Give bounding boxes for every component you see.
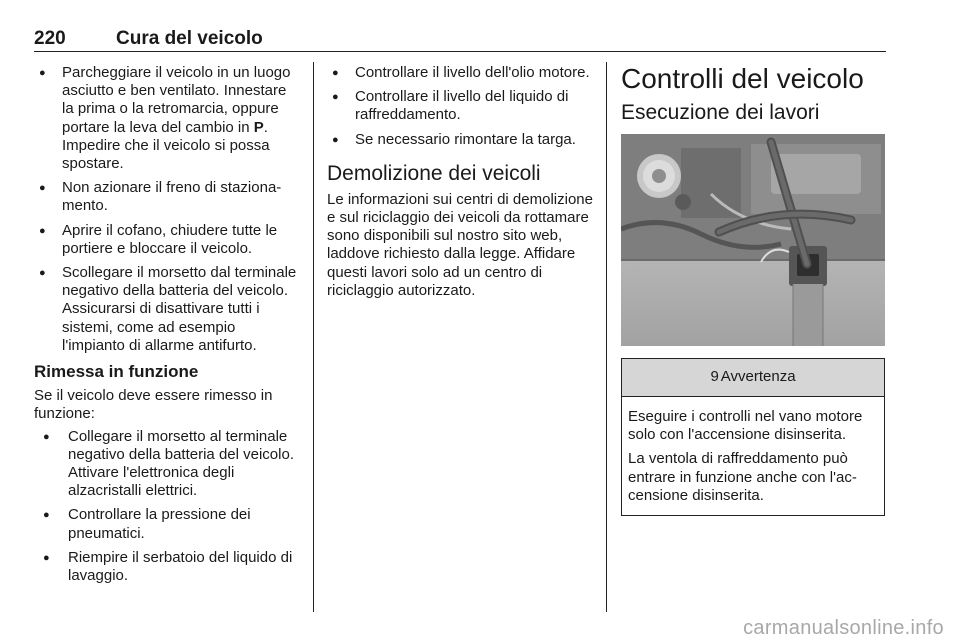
list-item: ● Collegare il morsetto al terminale negativo della batteria del veicolo. Attivare l'elettronica degli alzacristalli elettrici. [38,428,300,501]
watermark: carmanualsonline.info [743,617,944,639]
warning-box [621,358,885,516]
warning-title: Avvertenza [720,368,796,386]
chapter-title: Cura del veicolo [116,28,263,49]
warning-icon: 9 [710,368,719,386]
column-2 [327,64,593,304]
bullet-list-recommission [38,428,300,586]
list-item: ● Controllare il livello dell'olio motore. [327,64,593,82]
warning-header [622,359,884,397]
list-item: ● Parcheggiare il veicolo in un luogo asciutto e ben ventilato. Innestare la prima o la retromarcia, oppure portare la leva del cambio in P. Impedire che il veicolo si possa spostare. [34,64,300,173]
subheading-recommission: Rimessa in funzione [34,362,199,382]
list-item: ● Scollegare il morsetto dal terminale negativo della batteria del veicolo. Assicurarsi di disattivare tutti i sistemi, come ad esempio l'impianto di allarme antifurto. [34,264,300,355]
page-header [34,28,886,52]
intro-paragraph: Se il veicolo deve essere rimesso in funzione: [34,387,273,423]
engine-bay-photo [621,134,885,346]
engine-bay-illustration [621,134,885,346]
bullet-list-storage [34,64,300,355]
column-divider-2 [606,62,607,612]
page-number: 220 [34,28,66,49]
list-item: ● Non azionare il freno di stazionamento. [34,179,300,215]
column-divider-1 [313,62,314,612]
column-1 [34,64,300,591]
column-3 [621,64,887,516]
list-item: ● Aprire il cofano, chiudere tutte le portiere e bloccare il veicolo. [34,222,300,258]
warning-paragraph: Eseguire i controlli nel vano motore solo con l'accensione disinserita. [628,408,863,444]
warning-paragraph: La ventola di raffreddamento può entrare in funzione anche con l'accensione disinserita. [628,450,857,504]
section-heading-disposal: Demolizione dei veicoli [327,161,541,185]
section-heading-checks: Controlli del veicolo [621,63,864,94]
list-item: ● Controllare il livello del liquido di raffreddamento. [327,88,593,124]
list-item: ● Controllare la pressione dei pneumatici. [38,506,300,542]
gear-p-label: P [253,118,264,136]
subheading-work: Esecuzione dei lavori [621,101,820,124]
disposal-paragraph: Le informazioni sui centri di demolizione e sul riciclaggio dei veicoli da rottamare sono disponibili sul nostro sito web, laddove richiesto dalla legge. Affidare questi lavori solo ad un centro di riciclaggio autorizzato. [327,190,593,299]
warning-body [622,397,884,515]
list-item: ● Riempire il serbatoio del liquido di lavaggio. [38,549,300,585]
bullet-list-checks [327,64,593,149]
list-item: ● Se necessario rimontare la targa. [327,131,593,149]
